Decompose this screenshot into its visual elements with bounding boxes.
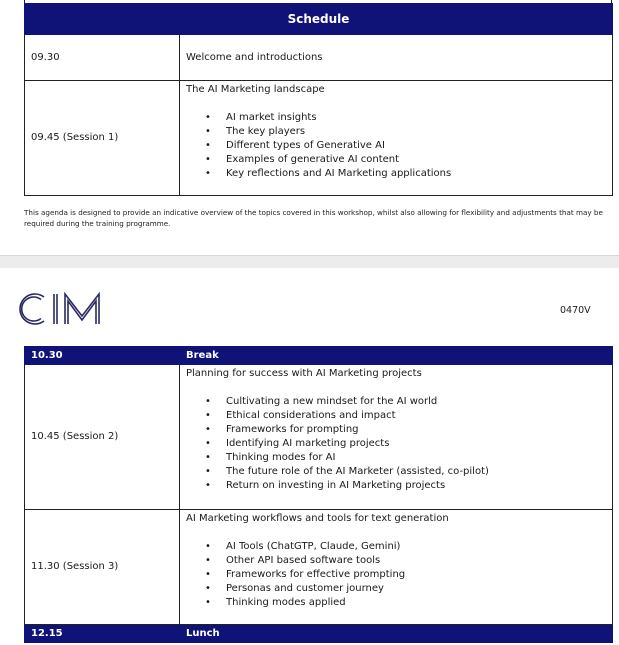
- list-item: • The future role of the AI Marketer (assisted, co-pilot): [226, 465, 606, 479]
- schedule-table-page-1: [24, 3, 613, 196]
- document-code: 0470V: [560, 305, 591, 316]
- page-1: [0, 0, 619, 255]
- schedule-table-page-2: [24, 346, 613, 643]
- list-item: • The key players: [226, 125, 606, 139]
- topic-title: AI Marketing workflows and tools for text generation: [186, 513, 449, 524]
- break-row: [25, 347, 613, 365]
- list-item: • Different types of Generative AI: [226, 139, 606, 153]
- table-row: [25, 510, 613, 625]
- break-label: Break: [180, 347, 613, 365]
- table-row: [25, 35, 613, 81]
- lunch-time: 12.15: [25, 625, 180, 643]
- lunch-row: [25, 625, 613, 643]
- list-item: • Thinking modes for AI: [226, 451, 606, 465]
- cim-logo: [16, 290, 106, 332]
- list-item: • Cultivating a new mindset for the AI world: [226, 395, 606, 409]
- row-time: 09.45 (Session 1): [25, 81, 180, 196]
- row-topic: [180, 81, 613, 196]
- list-item: • AI market insights: [226, 111, 606, 125]
- list-item: • Ethical considerations and impact: [226, 409, 606, 423]
- agenda-note: This agenda is designed to provide an indicative overview of the topics covered in this workshop, whilst also allowing for flexibility and adjustments that may be required during the training programme.: [24, 208, 603, 228]
- list-item: • Return on investing in AI Marketing projects: [226, 479, 606, 493]
- schedule-header: Schedule: [25, 4, 613, 35]
- list-item: • Frameworks for prompting: [226, 423, 606, 437]
- topic-title: Planning for success with AI Marketing projects: [186, 368, 422, 379]
- row-time: 11.30 (Session 3): [25, 510, 180, 625]
- row-time: 09.30: [25, 35, 180, 81]
- list-item: • Other API based software tools: [226, 554, 606, 568]
- topic-bullets: [186, 111, 606, 181]
- lunch-label: Lunch: [180, 625, 613, 643]
- schedule-header-row: [25, 4, 613, 35]
- list-item: • Personas and customer journey: [226, 582, 606, 596]
- list-item: • AI Tools (ChatGTP, Claude, Gemini): [226, 540, 606, 554]
- list-item: • Examples of generative AI content: [226, 153, 606, 167]
- list-item: • Identifying AI marketing projects: [226, 437, 606, 451]
- table-row: [25, 365, 613, 510]
- row-topic: [180, 365, 613, 510]
- row-topic: [180, 510, 613, 625]
- page-break: [0, 255, 619, 269]
- row-time: 10.45 (Session 2): [25, 365, 180, 510]
- cim-logo-graphic: [16, 290, 106, 328]
- topic-bullets: [186, 540, 606, 610]
- row-topic: Welcome and introductions: [180, 35, 613, 81]
- break-time: 10.30: [25, 347, 180, 365]
- topic-bullets: [186, 395, 606, 493]
- topic-title: The AI Marketing landscape: [186, 84, 325, 95]
- list-item: • Key reflections and AI Marketing applications: [226, 167, 606, 181]
- list-item: • Frameworks for effective prompting: [226, 568, 606, 582]
- list-item: • Thinking modes applied: [226, 596, 606, 610]
- table-row: [25, 81, 613, 196]
